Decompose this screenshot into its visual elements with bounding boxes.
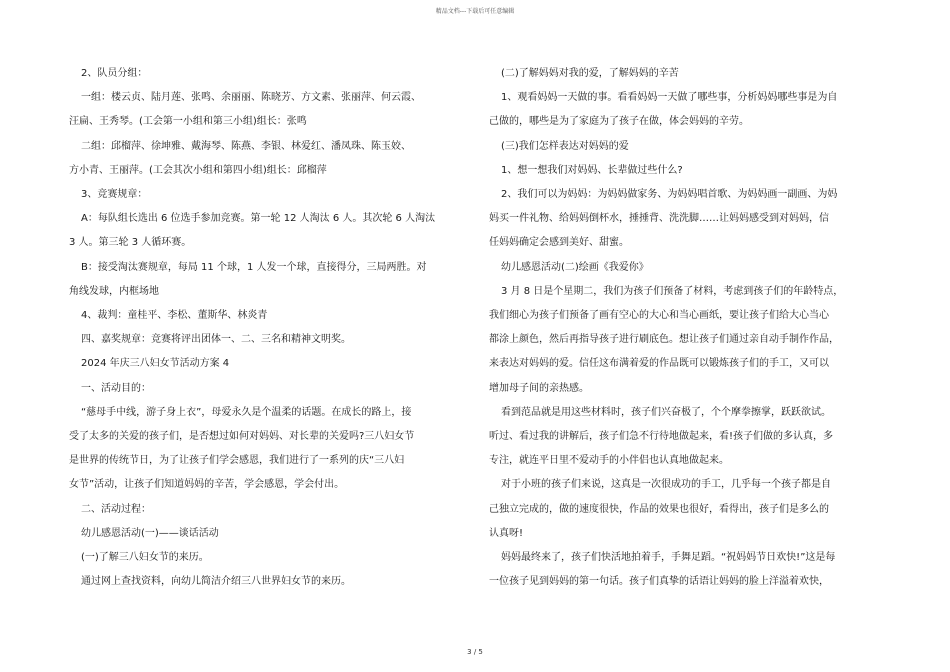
text-line: 2、队员分组： (81, 68, 148, 79)
text-line: 听过、看过我的讲解后，孩子们急不行待地做起来，看!孩子们做的多认真，多 (489, 431, 834, 443)
text-line: A：每队组长选出 6 位选手参加竞赛。第一轮 12 人淘汰 6 人。其次轮 6 人淘汰 (81, 213, 436, 225)
text-line: 来表达对妈妈的爱。信任这布满着爱的作品既可以锻炼孩子们的手工，又可以 (489, 358, 829, 370)
text-line: 妈妈最终来了，孩子们快活地拍着手，手舞足蹈。“祝妈妈节日欢快!”这是每 (501, 552, 836, 564)
text-line: 2、我们可以为妈妈：为妈妈做家务、为妈妈唱首歌、为妈妈画一副画、为妈 (501, 189, 838, 201)
text-line: 一位孩子见到妈妈的第一句话。孩子们真挚的话语让妈妈的脸上洋溢着欢快， (489, 576, 829, 588)
text-line: 幼儿感恩活动(二)绘画《我爱你》 (501, 261, 649, 273)
text-line: (一)了解三八妇女节的来历。 (81, 552, 209, 564)
text-line: 受了太多的关爱的孩子们，是否想过如何对妈妈、对长辈的关爱吗?三八妇女节 (69, 431, 415, 443)
text-line: 一组：楼云贞、陆月莲、张鸣、余丽丽、陈晓芳、方文素、张丽萍、何云霞、 (81, 92, 421, 104)
text-line: 2024 年庆三八妇女节活动方案 4 (81, 358, 230, 370)
text-line: 任妈妈确定会感到美好、甜蜜。 (489, 237, 629, 249)
text-line: 增加母子间的亲热感。 (489, 382, 589, 394)
text-line: 一、活动目的： (81, 382, 151, 394)
text-line: 专注，就连平日里不爱动手的小伴侣也认真地做起来。 (489, 455, 729, 467)
right-column (489, 62, 873, 594)
text-line: 1、观看妈妈一天做的事。看看妈妈一天做了哪些事，分析妈妈哪些事是为自 (501, 92, 838, 104)
text-line: 都涂上颜色，然后再指导孩子进行刷底色。想让孩子们通过亲自动手制作作品， (489, 334, 839, 346)
text-line: (二)了解妈妈对我的爱，了解妈妈的辛苦 (501, 68, 679, 79)
text-line: 认真呀! (489, 527, 524, 539)
text-line: 3 月 8 日是个星期二，我们为孩子们预备了材料，考虑到孩子们的年龄特点， (501, 285, 844, 297)
text-line: 3 人。第三轮 3 人循环赛。 (69, 237, 192, 249)
text-line: (三)我们怎样表达对妈妈的爱 (501, 140, 629, 152)
text-line: “慈母手中线，游子身上衣”，母爱永久是个温柔的话题。在成长的路上，接 (81, 406, 412, 418)
text-line: 幼儿感恩活动(一)——谈话活动 (81, 527, 219, 539)
text-line: 看到范品就是用这些材料时，孩子们兴奋极了，个个摩拳擦掌，跃跃欲试。 (501, 406, 831, 418)
text-line: 汪扁、王秀琴。(工会第一小组和第三小组)组长：张鸣 (69, 116, 307, 128)
text-line: 对于小班的孩子们来说，这真是一次很成功的手工，几乎每一个孩子都是自 (501, 479, 831, 491)
text-line: 方小青、王丽萍。(工会其次小组和第四小组)组长：邱榴萍 (69, 164, 327, 176)
text-line: 角线发球，内框场地 (69, 285, 159, 297)
page-header: 精品文档---下载后可任意编辑 (435, 8, 515, 15)
text-line: 4、裁判：童桂平、李松、董斯华、林炎青 (81, 310, 268, 322)
text-line: 1、想一想我们对妈妈、长辈做过些什么? (501, 164, 683, 176)
page-number: 3 / 5 (467, 648, 483, 656)
text-line: 3、竞赛规章： (81, 189, 148, 201)
text-line: 二组：邱榴萍、徐坤雅、戴海琴、陈燕、李银、林爱红、潘凤珠、陈玉姣、 (81, 140, 411, 152)
left-column (69, 62, 456, 594)
text-line: 通过网上查找资料，向幼儿简洁介绍三八世界妇女节的来历。 (81, 576, 351, 588)
text-line: 己独立完成的，做的速度很快，作品的效果也很好，看得出，孩子们是多么的 (489, 503, 829, 515)
text-line: 己做的，哪些是为了家庭为了孩子在做，体会妈妈的辛劳。 (489, 116, 749, 128)
text-line: 我们细心为孩子们预备了画有空心的大心和当心画纸，要让孩子们给大心当心 (489, 310, 829, 322)
text-line: B：接受淘汰赛规章，每局 11 个球，1 人发一个球，直接得分，三局两胜。对 (81, 261, 427, 273)
text-line: 四、嘉奖规章：竞赛将评出团体一、二、三名和精神文明奖。 (81, 334, 351, 346)
text-line: 是世界的传统节日，为了让孩子们学会感恩，我们进行了一系列的庆“三八妇 (69, 455, 405, 467)
text-line: 女节”活动，让孩子们知道妈妈的辛苦，学会感恩，学会付出。 (69, 479, 345, 491)
text-line: 二、活动过程： (81, 503, 151, 515)
text-line: 妈买一件礼物、给妈妈倒杯水，捶捶背、洗洗脚……让妈妈感受到对妈妈，信 (489, 213, 829, 225)
